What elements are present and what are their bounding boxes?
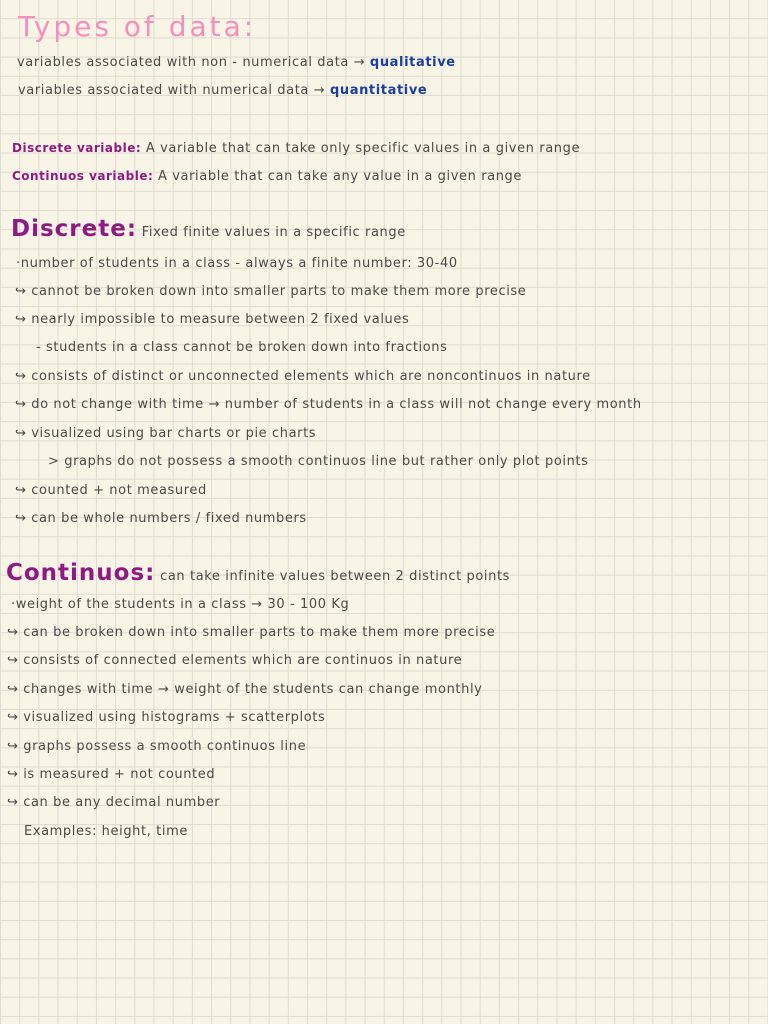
continuous-point: ↪ is measured + not counted xyxy=(7,767,216,782)
qualitative-text: variables associated with non - numerical data → xyxy=(17,55,370,70)
discrete-definition-term: Discrete variable: xyxy=(12,141,142,155)
discrete-point: > graphs do not possess a smooth continuos line but rather only plot points xyxy=(48,454,589,469)
discrete-definition xyxy=(12,141,580,156)
continuous-point: ↪ consists of connected elements which are continuos in nature xyxy=(7,653,463,668)
continuous-definition-term: Continuos variable: xyxy=(12,169,154,183)
continuous-point: ↪ can be any decimal number xyxy=(7,795,221,810)
continuous-point: ·weight of the students in a class → 30 - 100 Kg xyxy=(11,597,350,612)
continuous-examples: Examples: height, time xyxy=(24,824,188,839)
discrete-point: ↪ consists of distinct or unconnected elements which are noncontinuos in nature xyxy=(15,369,591,384)
continuous-point: ↪ graphs possess a smooth continuos line xyxy=(7,739,307,754)
quantitative-text: variables associated with numerical data → xyxy=(18,83,330,98)
qualitative-term: qualitative xyxy=(369,55,456,70)
discrete-point: ↪ can be whole numbers / fixed numbers xyxy=(15,511,307,526)
continuous-point: ↪ visualized using histograms + scatterplots xyxy=(7,710,326,725)
discrete-point: ↪ nearly impossible to measure between 2 fixed values xyxy=(15,312,410,327)
quantitative-term: quantitative xyxy=(329,83,428,98)
discrete-definition-text: A variable that can take only specific values in a given range xyxy=(141,141,581,156)
continuous-point: ↪ can be broken down into smaller parts to make them more precise xyxy=(7,625,496,640)
discrete-point: - students in a class cannot be broken down into fractions xyxy=(36,340,448,355)
discrete-point: ↪ do not change with time → number of students in a class will not change every month xyxy=(15,397,642,412)
continuous-definition xyxy=(12,169,522,184)
continuous-definition-text: A variable that can take any value in a given range xyxy=(153,169,522,184)
discrete-point: ↪ visualized using bar charts or pie charts xyxy=(15,426,317,441)
quantitative-line xyxy=(18,83,427,98)
continuous-subtitle: can take infinite values between 2 distinct points xyxy=(155,569,511,584)
continuous-heading: Continuos: xyxy=(6,560,156,586)
discrete-point: ↪ counted + not measured xyxy=(15,483,207,498)
discrete-point: ·number of students in a class - always a finite number: 30-40 xyxy=(16,256,458,271)
discrete-subtitle: Fixed finite values in a specific range xyxy=(137,225,406,240)
discrete-section-header xyxy=(11,216,406,242)
continuous-point: ↪ changes with time → weight of the students can change monthly xyxy=(7,682,483,697)
page-title: Types of data: xyxy=(18,10,257,43)
qualitative-line xyxy=(17,55,456,70)
discrete-heading: Discrete: xyxy=(11,216,138,242)
continuous-section-header xyxy=(6,560,510,586)
discrete-point: ↪ cannot be broken down into smaller parts to make them more precise xyxy=(15,284,527,299)
